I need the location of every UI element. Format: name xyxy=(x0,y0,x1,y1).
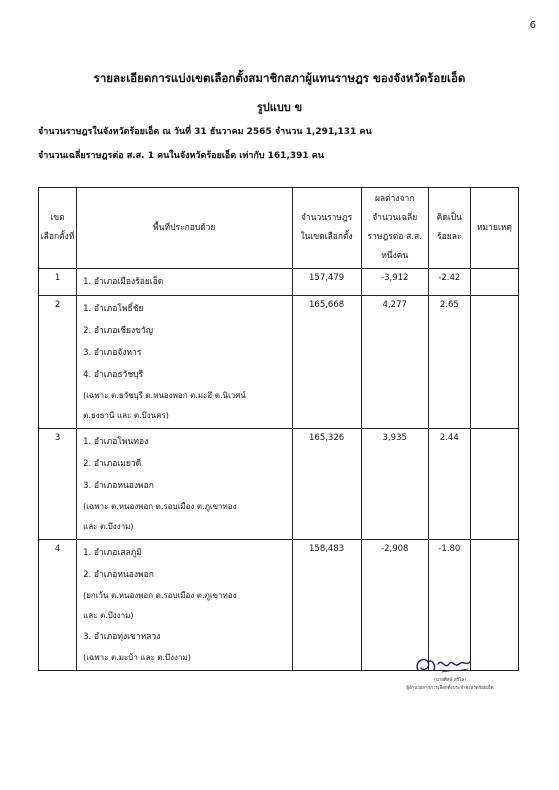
percent-cell: 2.65 xyxy=(428,296,470,429)
remarks-cell xyxy=(470,296,518,429)
area-line: 1. อำเภอเสลภูมิ xyxy=(83,548,142,558)
table-row xyxy=(39,540,519,671)
area-line: 1. อำเภอโพธิ์ชัย xyxy=(83,304,144,314)
district-number: 2 xyxy=(39,296,77,429)
area-line: ต.ธงธานี และ ต.บึงนคร) xyxy=(83,411,169,420)
area-line: 1. อำเภอโพนทอง xyxy=(83,437,149,447)
area-cell xyxy=(77,540,292,671)
area-line: 3. อำเภอจังหาร xyxy=(83,348,142,358)
area-cell xyxy=(77,429,292,540)
remarks-cell xyxy=(470,269,518,296)
header-population: จำนวนราษฎร ในเขตเลือกตั้ง xyxy=(292,188,361,269)
signatory-title: ผู้อำนวยการการเลือกตั้งประจำจังหวัดร้อยเอ็ด xyxy=(406,686,494,691)
area-line: และ ต.บึงงาม) xyxy=(83,611,134,620)
percent-cell: -2.42 xyxy=(428,269,470,296)
header-percent: คิดเป็น ร้อยละ xyxy=(428,188,470,269)
population-cell: 157,479 xyxy=(292,269,361,296)
area-line: 2. อำเภอเมยวดี xyxy=(83,459,142,469)
percent-cell: 2.44 xyxy=(428,429,470,540)
area-line: และ ต.บึงงาม) xyxy=(83,522,134,531)
population-total-line: จำนวนราษฎรในจังหวัดร้อยเอ็ด ณ วันที่ 31 ธันวาคม 2565 จำนวน 1,291,131 คน xyxy=(38,127,372,137)
difference-cell: -3,912 xyxy=(361,269,428,296)
population-cell: 165,326 xyxy=(292,429,361,540)
population-average-line: จำนวนเฉลี่ยราษฎรต่อ ส.ส. 1 คนในจังหวัดร้อยเอ็ด เท่ากับ 161,391 คน xyxy=(38,151,324,161)
area-line: (เฉพาะ ต.ธวัชบุรี ต.หนองพอก ต.มะอึ ต.นิเวศน์ xyxy=(83,391,246,400)
header-remarks: หมายเหตุ xyxy=(470,188,518,269)
area-cell xyxy=(77,269,292,296)
difference-cell: 4,277 xyxy=(361,296,428,429)
table-row xyxy=(39,269,519,296)
area-line: 2. อำเภอหนองพอก xyxy=(83,570,154,580)
area-cell xyxy=(77,296,292,429)
district-number: 4 xyxy=(39,540,77,671)
area-line: (เฉพาะ ต.มะบ้า และ ต.บึงงาม) xyxy=(83,653,191,662)
area-line: (เฉพาะ ต.หนองพอก ต.รอบเมือง ต.ภูเขาทอง xyxy=(83,502,237,511)
district-number: 1 xyxy=(39,269,77,296)
handwritten-signature xyxy=(412,652,476,678)
header-area: พื้นที่ประกอบด้วย xyxy=(77,188,292,269)
signatory-name: (นายศิลพ์ สุริโล) xyxy=(433,678,467,683)
area-line: 3. อำเภอทุ่งเขาหลวง xyxy=(83,632,161,642)
table-row xyxy=(39,429,519,540)
header-difference: ผลต่างจาก จำนวนเฉลี่ย ราษฎรต่อ ส.ส. หนึ่งคน xyxy=(361,188,428,269)
remarks-cell xyxy=(470,540,518,671)
area-line: 2. อำเภอเชียงขวัญ xyxy=(83,326,154,336)
district-table xyxy=(38,187,519,671)
page-number: 6 xyxy=(529,20,536,31)
header-district: เขต เลือกตั้งที่ xyxy=(39,188,77,269)
district-number: 3 xyxy=(39,429,77,540)
percent-cell: -1.80 xyxy=(428,540,470,671)
document-title: รายละเอียดการแบ่งเขตเลือกตั้งสมาชิกสภาผู้แทนราษฎร ของจังหวัดร้อยเอ็ด xyxy=(93,71,466,85)
area-line: 4. อำเภอธวัชบุรี xyxy=(83,370,144,380)
population-cell: 158,483 xyxy=(292,540,361,671)
table-row xyxy=(39,296,519,429)
difference-cell: -2,908 xyxy=(361,540,428,671)
area-line: (ยกเว้น ต.หนองพอก ต.รอบเมือง ต.ภูเขาทอง xyxy=(83,591,237,600)
population-cell: 165,668 xyxy=(292,296,361,429)
document-subtitle: รูปแบบ ข xyxy=(256,101,303,114)
area-line: 3. อำเภอหนองพอก xyxy=(83,481,154,491)
remarks-cell xyxy=(470,429,518,540)
area-line: 1. อำเภอเมืองร้อยเอ็ด xyxy=(83,277,164,287)
table-header-row xyxy=(39,188,519,269)
difference-cell: 3,935 xyxy=(361,429,428,540)
